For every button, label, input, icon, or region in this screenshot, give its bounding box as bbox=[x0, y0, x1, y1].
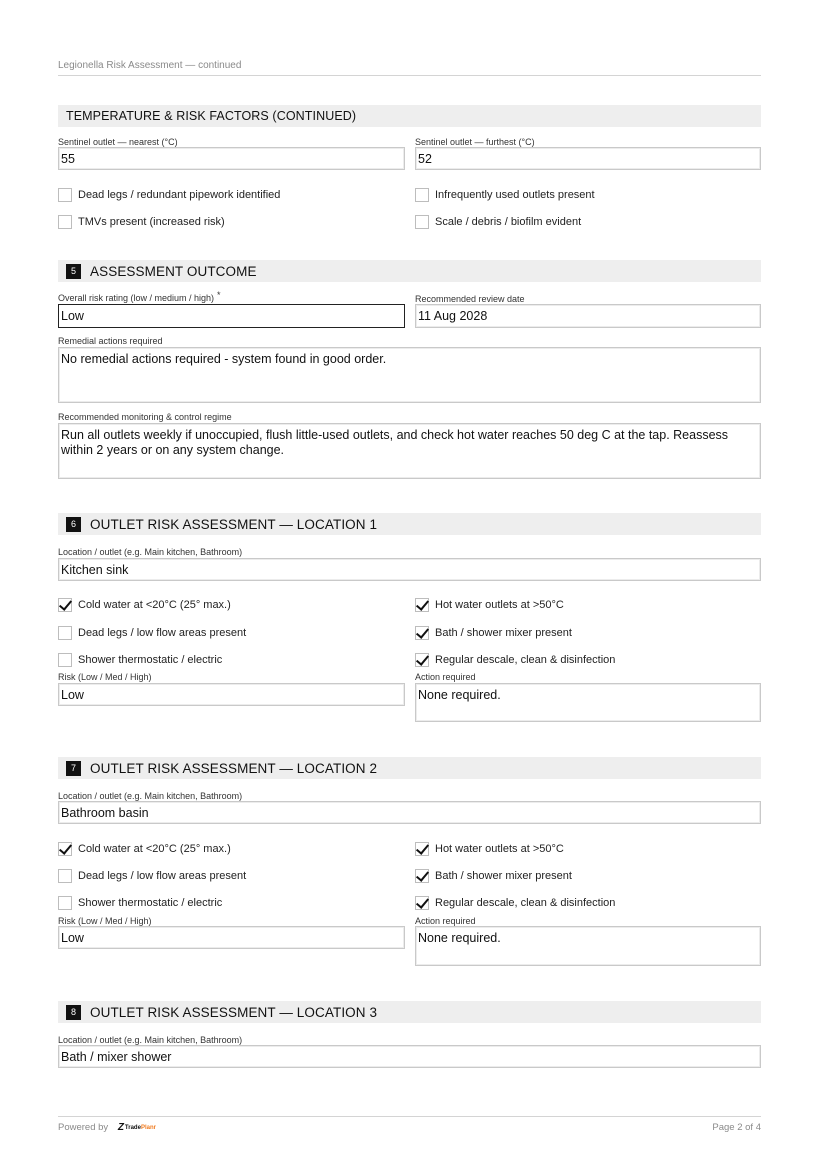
section-number-badge: 5 bbox=[66, 264, 81, 279]
required-marker: * bbox=[217, 290, 221, 300]
checkbox-box[interactable] bbox=[58, 896, 72, 910]
checkmark-icon[interactable] bbox=[58, 598, 72, 612]
monitoring-regime-field[interactable]: Run all outlets weekly if unoccupied, flush little-used outlets, and check hot water reaches 50 deg C at the tap. Reassess within 2 years or on any system change. bbox=[58, 423, 761, 479]
location-label: Location / outlet (e.g. Main kitchen, Bathroom) bbox=[58, 791, 243, 801]
section-outcome-header bbox=[58, 260, 761, 282]
checkbox-cold-water[interactable]: Cold water at <20°C (25° max.) bbox=[58, 842, 231, 856]
remedial-actions-label: Remedial actions required bbox=[58, 336, 163, 346]
checkbox-dead-legs[interactable]: Dead legs / low flow areas present bbox=[58, 869, 246, 883]
section-location1-header bbox=[58, 513, 761, 535]
action-field[interactable]: None required. bbox=[415, 683, 761, 722]
section-title: ASSESSMENT OUTCOME bbox=[90, 263, 257, 279]
running-header: Legionella Risk Assessment — continued bbox=[58, 60, 242, 71]
footer-powered-by: Powered by Z TradePlanr bbox=[58, 1122, 156, 1134]
section-location3-header bbox=[58, 1001, 761, 1023]
location-label: Location / outlet (e.g. Main kitchen, Bathroom) bbox=[58, 547, 243, 557]
nearest-outlet-label: Sentinel outlet — nearest (°C) bbox=[58, 137, 178, 147]
checkmark-icon[interactable] bbox=[415, 626, 429, 640]
section-title: OUTLET RISK ASSESSMENT — LOCATION 2 bbox=[90, 760, 378, 776]
risk-rating-label: Overall risk rating (low / medium / high) * bbox=[58, 290, 221, 303]
checkbox-descale[interactable]: Regular descale, clean & disinfection bbox=[415, 653, 615, 667]
section-title: TEMPERATURE & RISK FACTORS (CONTINUED) bbox=[66, 109, 357, 123]
checkbox-dead-legs-pipework[interactable]: Dead legs / redundant pipework identified bbox=[58, 188, 280, 202]
risk-label: Risk (Low / Med / High) bbox=[58, 672, 152, 682]
header-divider bbox=[58, 75, 761, 76]
section-location2-header bbox=[58, 757, 761, 779]
furthest-outlet-label: Sentinel outlet — furthest (°C) bbox=[415, 137, 535, 147]
section-title: OUTLET RISK ASSESSMENT — LOCATION 3 bbox=[90, 1004, 378, 1020]
tradeplanr-logo: Z TradePlanr bbox=[117, 1122, 156, 1133]
checkmark-icon[interactable] bbox=[415, 842, 429, 856]
checkbox-shower[interactable]: Shower thermostatic / electric bbox=[58, 653, 222, 667]
checkbox-box[interactable] bbox=[58, 188, 72, 202]
checkbox-mixer[interactable]: Bath / shower mixer present bbox=[415, 869, 572, 883]
risk-rating-field[interactable]: Low bbox=[58, 304, 405, 328]
checkbox-scale-biofilm[interactable]: Scale / debris / biofilm evident bbox=[415, 215, 581, 229]
checkbox-box[interactable] bbox=[58, 869, 72, 883]
section-number-badge: 7 bbox=[66, 761, 81, 776]
page-number: Page 2 of 4 bbox=[712, 1122, 761, 1133]
review-date-field[interactable]: 11 Aug 2028 bbox=[415, 304, 761, 328]
section-title: OUTLET RISK ASSESSMENT — LOCATION 1 bbox=[90, 516, 378, 532]
checkmark-icon[interactable] bbox=[58, 842, 72, 856]
checkbox-box[interactable] bbox=[415, 215, 429, 229]
location-field[interactable]: Bathroom basin bbox=[58, 801, 761, 824]
checkbox-tmvs-present[interactable]: TMVs present (increased risk) bbox=[58, 215, 225, 229]
risk-field[interactable]: Low bbox=[58, 926, 405, 949]
action-label: Action required bbox=[415, 672, 476, 682]
checkbox-mixer[interactable]: Bath / shower mixer present bbox=[415, 626, 572, 640]
checkmark-icon[interactable] bbox=[415, 653, 429, 667]
checkbox-cold-water[interactable]: Cold water at <20°C (25° max.) bbox=[58, 598, 231, 612]
monitoring-regime-label: Recommended monitoring & control regime bbox=[58, 412, 232, 422]
action-field[interactable]: None required. bbox=[415, 926, 761, 966]
checkbox-shower[interactable]: Shower thermostatic / electric bbox=[58, 896, 222, 910]
checkbox-box[interactable] bbox=[58, 653, 72, 667]
risk-label: Risk (Low / Med / High) bbox=[58, 916, 152, 926]
checkbox-box[interactable] bbox=[58, 215, 72, 229]
review-date-label: Recommended review date bbox=[415, 294, 525, 304]
risk-field[interactable]: Low bbox=[58, 683, 405, 706]
checkbox-dead-legs[interactable]: Dead legs / low flow areas present bbox=[58, 626, 246, 640]
checkmark-icon[interactable] bbox=[415, 869, 429, 883]
remedial-actions-field[interactable]: No remedial actions required - system found in good order. bbox=[58, 347, 761, 403]
checkbox-hot-water[interactable]: Hot water outlets at >50°C bbox=[415, 598, 564, 612]
location-field[interactable]: Bath / mixer shower bbox=[58, 1045, 761, 1068]
checkbox-infrequent-outlets[interactable]: Infrequently used outlets present bbox=[415, 188, 595, 202]
checkbox-box[interactable] bbox=[415, 188, 429, 202]
checkmark-icon[interactable] bbox=[415, 896, 429, 910]
checkbox-hot-water[interactable]: Hot water outlets at >50°C bbox=[415, 842, 564, 856]
section-number-badge: 6 bbox=[66, 517, 81, 532]
nearest-outlet-field[interactable]: 55 bbox=[58, 147, 405, 170]
footer-divider bbox=[58, 1116, 761, 1117]
location-field[interactable]: Kitchen sink bbox=[58, 558, 761, 581]
checkbox-box[interactable] bbox=[58, 626, 72, 640]
furthest-outlet-field[interactable]: 52 bbox=[415, 147, 761, 170]
section-number-badge: 8 bbox=[66, 1005, 81, 1020]
action-label: Action required bbox=[415, 916, 476, 926]
section-temperature-header bbox=[58, 105, 761, 127]
location-label: Location / outlet (e.g. Main kitchen, Bathroom) bbox=[58, 1035, 243, 1045]
checkbox-descale[interactable]: Regular descale, clean & disinfection bbox=[415, 896, 615, 910]
checkmark-icon[interactable] bbox=[415, 598, 429, 612]
